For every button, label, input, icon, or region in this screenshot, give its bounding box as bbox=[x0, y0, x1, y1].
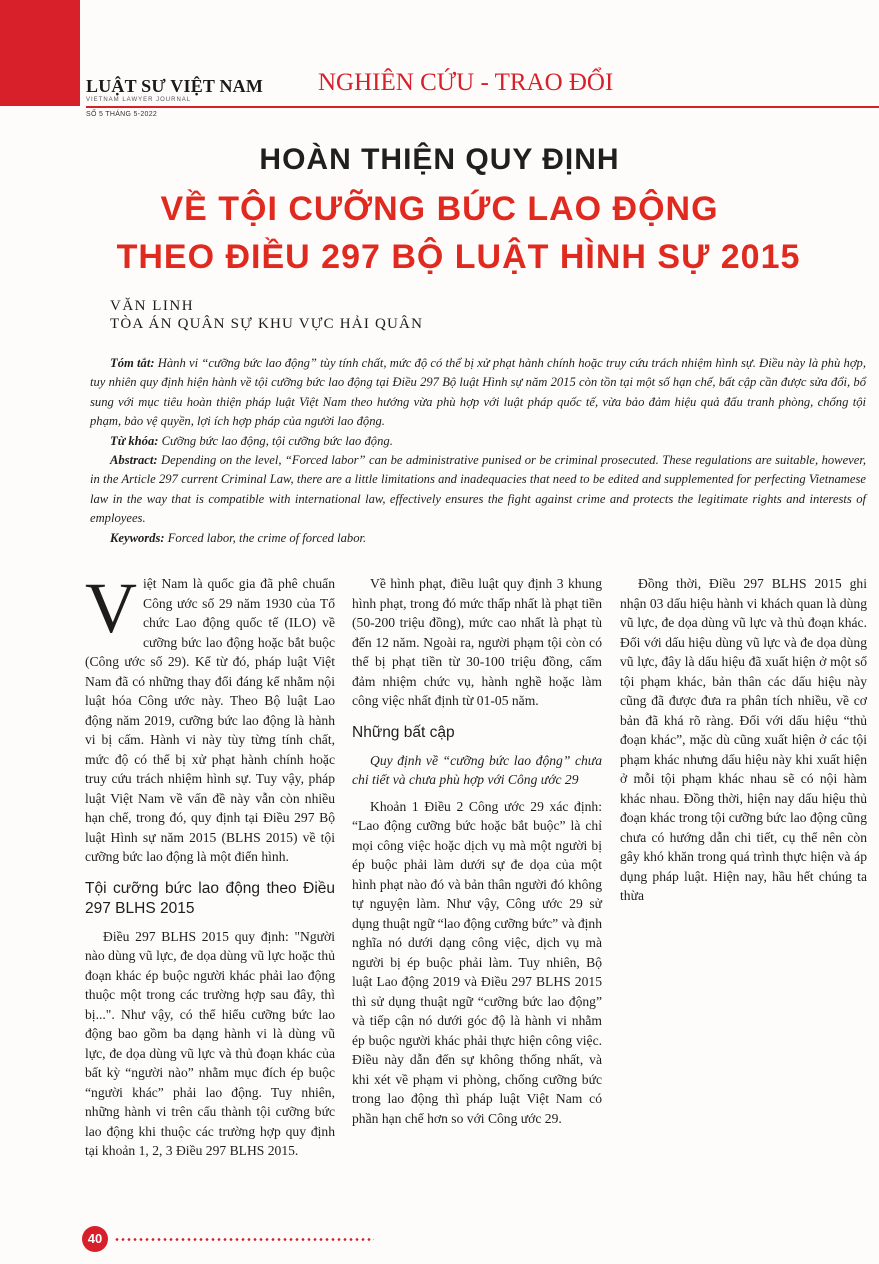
red-corner-block bbox=[0, 0, 80, 106]
body-paragraph: Về hình phạt, điều luật quy định 3 khung hình phạt, trong đó mức thấp nhất là phạt tiền (50-200 triệu đồng), mức cao nhất là phạt tù đến 12 năm. Ngoài ra, người phạm tội còn có thể bị phạt tiền từ 30-100 triệu đồng, cấm đảm nhiệm chức vụ, hành nghề hoặc làm công việc nhất định từ 01-05 năm. bbox=[352, 576, 602, 708]
intro-paragraph bbox=[85, 568, 335, 867]
magazine-name: LUẬT SƯ VIỆT NAM bbox=[86, 76, 264, 96]
abstract-paragraph bbox=[90, 451, 866, 529]
abstract-text: Depending on the level, “Forced labor” can be administrative punised or be criminal prosecuted. These regulations are suitable, however, in the Article 297 current Criminal Law, there are a little limitations and inadequacies that need to be edited and supplemented for perfecting Vietnamese law in the way that is compatible with international law, effectively ensures the fight against crime and protects the legitimate rights and interests of employees. bbox=[90, 453, 866, 526]
summary-label: Tóm tắt: bbox=[110, 356, 155, 370]
keywords-en-label: Keywords: bbox=[110, 530, 165, 545]
column-1 bbox=[85, 568, 335, 1168]
keywords-en-paragraph bbox=[90, 529, 866, 548]
footer-dots bbox=[114, 1238, 374, 1241]
issue-label: SỐ 5 THÁNG 5-2022 bbox=[86, 111, 158, 118]
keywords-vi-label: Từ khóa: bbox=[110, 433, 159, 448]
article-title-line2: VỀ TỘI CƯỠNG BỨC LAO ĐỘNG bbox=[160, 190, 719, 228]
column-2 bbox=[352, 574, 602, 1135]
article-title-line3: THEO ĐIỀU 297 BỘ LUẬT HÌNH SỰ 2015 bbox=[116, 238, 801, 276]
keywords-en-text: Forced labor, the crime of forced labor. bbox=[164, 530, 367, 545]
body-paragraph: Điều 297 BLHS 2015 quy định: "Người nào dùng vũ lực, đe dọa dùng vũ lực hoặc thủ đoạn khác ép buộc người khác phải lao động thuộc một trong các trường hợp sau đây, thì bị...". Như vậy, có thể hiểu cưỡng bức lao động bao gồm ba dạng hành vi là dùng vũ lực, đe dọa dùng vũ lực và thủ đoạn khác của bất kỳ “người nào” nhằm mục đích ép buộc “người khác” phải lao động. Tuy nhiên, những hành vi trên cấu thành tội cưỡng bức lao động khi thuộc các trường hợp quy định tại khoản 1, 2, 3 Điều 297 BLHS 2015. bbox=[85, 928, 335, 1158]
keywords-vi-paragraph bbox=[90, 432, 866, 451]
body-paragraph: Đồng thời, Điều 297 BLHS 2015 ghi nhận 03 dấu hiệu hành vi khách quan là dùng vũ lực, đe dọa dùng vũ lực và thủ đoạn khác. Đối với dấu hiệu dùng vũ lực và đe dọa dùng vũ lực, đây là dấu hiệu đã xuất hiện ở một số tội phạm khác, bản thân các dấu hiệu này cũng đã được đưa ra phân tích nhiều, về cơ bản đã khá rõ ràng. Đối với dấu hiệu “thủ đoạn khác”, mặc dù cũng xuất hiện ở các tội phạm khác nhưng dấu hiệu này khi xuất hiện ở mỗi tội phạm khác nhau sẽ có nội hàm khác nhau. Đồng thời, hiện nay dấu hiệu thủ đoạn khác trong tội cưỡng bức lao động cũng chưa có hướng dẫn chi tiết, cụ thể nên còn gây khó khăn trong quá trình thực hiện và áp dụng pháp luật. Hiện nay, hầu hết chúng ta thừa bbox=[620, 576, 867, 903]
page-number: 40 bbox=[82, 1226, 108, 1252]
author-affiliation: TÒA ÁN QUÂN SỰ KHU VỰC HẢI QUÂN bbox=[110, 316, 424, 332]
article-title-line1: HOÀN THIỆN QUY ĐỊNH bbox=[259, 143, 620, 176]
heading-nhung-bat-cap: Những bất cập bbox=[352, 723, 455, 741]
dropcap: V bbox=[85, 568, 137, 648]
header-rule bbox=[86, 106, 879, 108]
column-3 bbox=[620, 574, 867, 913]
subheading-quy-dinh: Quy định về “cưỡng bức lao động” chưa chi tiết và chưa phù hợp với Công ước 29 bbox=[352, 752, 602, 787]
masthead bbox=[86, 76, 264, 104]
keywords-vi-text: Cưỡng bức lao động, tội cưỡng bức lao động. bbox=[158, 433, 393, 448]
magazine-subtitle: VIETNAM LAWYER JOURNAL bbox=[86, 97, 192, 103]
summary-paragraph bbox=[90, 354, 866, 432]
body-paragraph: Khoản 1 Điều 2 Công ước 29 xác định: “Lao động cưỡng bức hoặc bắt buộc” là chỉ mọi công việc hoặc dịch vụ mà một người bị ép buộc phải làm dưới sự đe dọa của một hình phạt nào đó và bản thân người đó không tự nguyện làm. Như vậy, Công ước 29 sử dụng thuật ngữ “lao động cưỡng bức” và định nghĩa nó dưới dạng công việc, dịch vụ mà người bị ép buộc phải làm. Tuy nhiên, Bộ luật Lao động 2019 và Điều 297 BLHS 2015 thì sử dụng thuật ngữ “cưỡng bức lao động” và tiếp cận nó dưới góc độ là hành vi nhằm ép buộc người khác phải thực hiện công việc. Điều này dẫn đến sự không thống nhất, và khi xét về phạm vi phòng, chống cưỡng bức trong lao động thì pháp luật Việt Nam có phần hạn chế hơn so với Công ước 29. bbox=[352, 798, 602, 1126]
summary-text: Hành vi “cưỡng bức lao động” tùy tính chất, mức độ có thể bị xử phạt hành chính hoặc truy cứu trách nhiệm hình sự. Điều này là phù hợp, tuy nhiên quy định hiện hành về tội cưỡng bức lao động tại Điều 297 Bộ luật Hình sự năm 2015 còn tồn tại một số hạn chế, bất cập cần được sửa đổi, bổ sung với mục tiêu hoàn thiện pháp luật Việt Nam theo hướng vừa phù hợp với luật pháp quốc tế, vừa bảo đảm hiệu quả đấu tranh phòng, chống tội phạm, bảo vệ quyền, lợi ích hợp pháp của người lao động. bbox=[90, 356, 866, 429]
intro-text: iệt Nam là quốc gia đã phê chuẩn Công ước số 29 năm 1930 của Tổ chức Lao động quốc tế (ILO) về cưỡng bức lao động hoặc bắt buộc (Công ước số 29). Kể từ đó, pháp luật Việt Nam đã có những thay đổi đáng kể nhằm nội luật hóa Công ước này. Theo Bộ luật Lao động năm 2019, cưỡng bức lao động là hành vi bị cấm. Hành vi này tùy từng tính chất, mức độ có thể bị xử phạt hành chính hoặc truy cứu trách nhiệm hình sự. Tuy vậy, pháp luật Việt Nam về vấn đề này vẫn còn nhiều hạn chế, trong đó, quy định tại Điều 297 Bộ luật Hình sự năm 2015 (BLHS 2015) về tội cưỡng bức lao động là một điển hình. bbox=[85, 576, 335, 864]
author-name: VĂN LINH bbox=[110, 298, 195, 314]
abstract-label: Abstract: bbox=[110, 453, 158, 468]
abstract-block bbox=[90, 354, 866, 548]
heading-toi-cuong-buc: Tội cưỡng bức lao động theo Điều 297 BLHS 2015 bbox=[85, 879, 335, 917]
section-title: NGHIÊN CỨU - TRAO ĐỔI bbox=[318, 69, 614, 96]
